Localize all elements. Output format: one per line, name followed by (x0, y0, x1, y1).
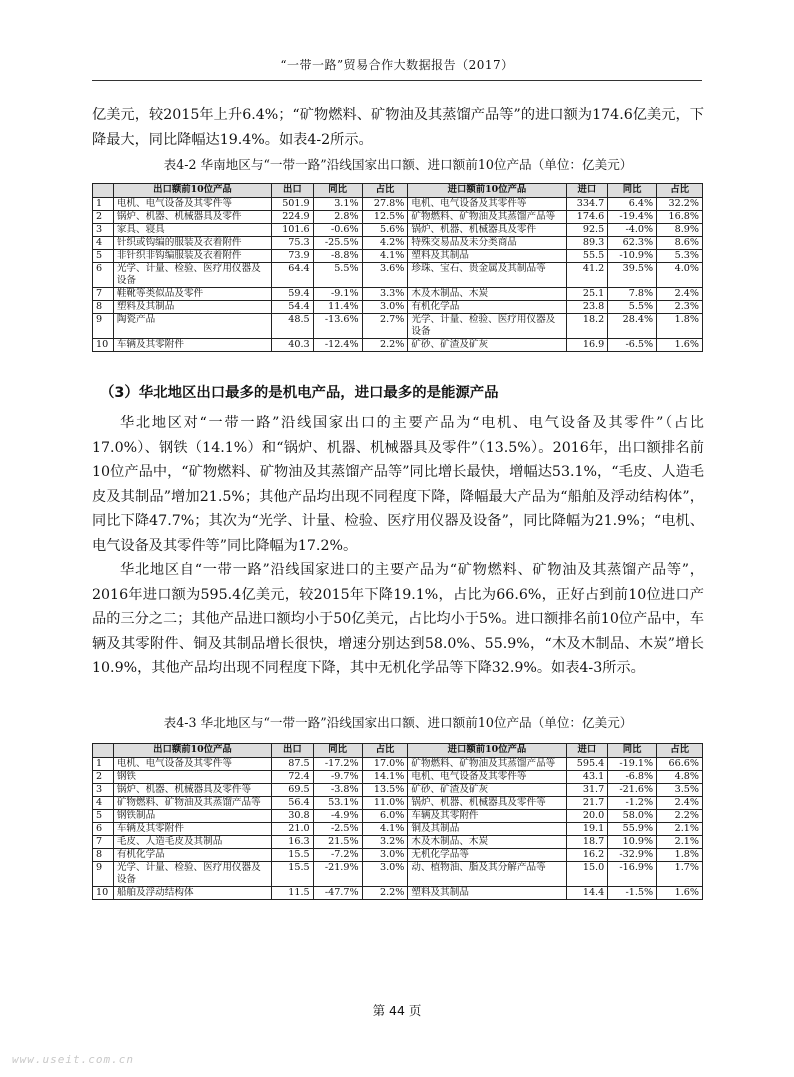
value-cell: 7.8% (608, 288, 657, 301)
value-cell: 1.6% (657, 339, 703, 352)
value-cell: 31.7 (566, 784, 608, 797)
row-index: 4 (93, 237, 114, 250)
table-row (93, 862, 703, 887)
product-name-cell: 矿物燃料、矿物油及其蒸馏产品等 (408, 758, 566, 771)
body-text (92, 411, 704, 681)
column-header: 进口 (566, 744, 608, 758)
value-cell: 66.6% (657, 758, 703, 771)
table-4-3-caption: 表4-3 华北地区与“一带一路”沿线国家出口额、进口额前10位产品（单位：亿美元） (163, 715, 633, 730)
product-name-cell: 钢铁 (113, 771, 271, 784)
table-row (93, 198, 703, 211)
value-cell: 2.2% (657, 810, 703, 823)
value-cell: -9.1% (313, 288, 362, 301)
value-cell: 2.3% (657, 301, 703, 314)
value-cell: 5.3% (657, 250, 703, 263)
row-index: 5 (93, 810, 114, 823)
value-cell: 2.7% (362, 314, 408, 339)
value-cell: -12.4% (313, 339, 362, 352)
value-cell: 27.8% (362, 198, 408, 211)
value-cell: 11.4% (313, 301, 362, 314)
product-name-cell: 矿物燃料、矿物油及其蒸馏产品等 (408, 211, 566, 224)
value-cell: 3.0% (362, 849, 408, 862)
table-row (93, 224, 703, 237)
table-row (93, 263, 703, 288)
product-name-cell: 矿物燃料、矿物油及其蒸馏产品等 (113, 797, 271, 810)
value-cell: -1.2% (608, 797, 657, 810)
value-cell: 40.3 (272, 339, 314, 352)
table-row (93, 314, 703, 339)
row-index: 3 (93, 784, 114, 797)
intro-paragraph: 亿美元，较2015年上升6.4%；“矿物燃料、矿物油及其蒸馏产品等”的进口额为174.6亿美元，下降最大，同比降幅达19.4%。如表4-2所示。 (92, 107, 704, 148)
value-cell: -19.4% (608, 211, 657, 224)
row-index: 5 (93, 250, 114, 263)
value-cell: 55.5 (566, 250, 608, 263)
value-cell: 15.5 (272, 862, 314, 887)
value-cell: 17.0% (362, 758, 408, 771)
product-name-cell: 电机、电气设备及其零件等 (113, 758, 271, 771)
value-cell: 11.0% (362, 797, 408, 810)
product-name-cell: 光学、计量、检验、医疗用仪器及设备 (113, 263, 271, 288)
value-cell: 25.1 (566, 288, 608, 301)
value-cell: 174.6 (566, 211, 608, 224)
value-cell: 16.2 (566, 849, 608, 862)
section-heading: （3）华北地区出口最多的是机电产品，进口最多的是能源产品 (100, 385, 499, 401)
value-cell: 16.3 (272, 836, 314, 849)
value-cell: 14.1% (362, 771, 408, 784)
value-cell: 18.7 (566, 836, 608, 849)
product-name-cell: 家具、寝具 (113, 224, 271, 237)
row-index: 1 (93, 198, 114, 211)
row-index: 6 (93, 823, 114, 836)
value-cell: 11.5 (272, 887, 314, 900)
column-header (93, 744, 114, 758)
value-cell: 4.1% (362, 823, 408, 836)
table-row (93, 849, 703, 862)
value-cell: -3.8% (313, 784, 362, 797)
value-cell: -19.1% (608, 758, 657, 771)
product-name-cell: 无机化学品等 (408, 849, 566, 862)
value-cell: 8.9% (657, 224, 703, 237)
value-cell: -13.6% (313, 314, 362, 339)
value-cell: -0.6% (313, 224, 362, 237)
value-cell: 73.9 (272, 250, 314, 263)
value-cell: -32.9% (608, 849, 657, 862)
table-row (93, 237, 703, 250)
value-cell: 101.6 (272, 224, 314, 237)
row-index: 8 (93, 849, 114, 862)
value-cell: 6.4% (608, 198, 657, 211)
product-name-cell: 非针织非钩编服装及衣着附件 (113, 250, 271, 263)
value-cell: 3.1% (313, 198, 362, 211)
value-cell: -7.2% (313, 849, 362, 862)
product-name-cell: 车辆及其零附件 (113, 339, 271, 352)
row-index: 6 (93, 263, 114, 288)
table-4-2 (92, 183, 703, 352)
product-name-cell: 电机、电气设备及其零件等 (408, 771, 566, 784)
product-name-cell: 塑料及其制品 (408, 887, 566, 900)
value-cell: -1.5% (608, 887, 657, 900)
table-row (93, 771, 703, 784)
table-4-2-caption: 表4-2 华南地区与“一带一路”沿线国家出口额、进口额前10位产品（单位：亿美元） (163, 157, 633, 172)
table-4-3 (92, 743, 703, 900)
value-cell: -6.8% (608, 771, 657, 784)
value-cell: 4.1% (362, 250, 408, 263)
value-cell: 595.4 (566, 758, 608, 771)
value-cell: 58.0% (608, 810, 657, 823)
product-name-cell: 动、植物油、脂及其分解产品等 (408, 862, 566, 887)
value-cell: 4.2% (362, 237, 408, 250)
value-cell: 4.8% (657, 771, 703, 784)
column-header: 出口 (272, 184, 314, 198)
value-cell: 1.7% (657, 862, 703, 887)
value-cell: 92.5 (566, 224, 608, 237)
product-name-cell: 木及木制品、木炭 (408, 836, 566, 849)
value-cell: 41.2 (566, 263, 608, 288)
value-cell: 16.9 (566, 339, 608, 352)
value-cell: 2.2% (362, 339, 408, 352)
value-cell: 15.5 (272, 849, 314, 862)
running-header: “一带一路”贸易合作大数据报告（2017） (280, 58, 514, 72)
value-cell: 1.8% (657, 314, 703, 339)
value-cell: 18.2 (566, 314, 608, 339)
product-name-cell: 船舶及浮动结构体 (113, 887, 271, 900)
value-cell: 4.0% (657, 263, 703, 288)
column-header: 占比 (362, 184, 408, 198)
row-index: 1 (93, 758, 114, 771)
value-cell: -17.2% (313, 758, 362, 771)
value-cell: -4.9% (313, 810, 362, 823)
product-name-cell: 有机化学品 (113, 849, 271, 862)
value-cell: 6.0% (362, 810, 408, 823)
value-cell: 39.5% (608, 263, 657, 288)
row-index: 4 (93, 797, 114, 810)
value-cell: 62.3% (608, 237, 657, 250)
row-index: 2 (93, 771, 114, 784)
row-index: 7 (93, 288, 114, 301)
value-cell: -25.5% (313, 237, 362, 250)
value-cell: 334.7 (566, 198, 608, 211)
table-row (93, 758, 703, 771)
value-cell: 19.1 (566, 823, 608, 836)
table-row (93, 250, 703, 263)
page-number: 第 44 页 (372, 1003, 422, 1018)
value-cell: 54.4 (272, 301, 314, 314)
column-header: 出口额前10位产品 (113, 184, 271, 198)
row-index: 9 (93, 314, 114, 339)
value-cell: 501.9 (272, 198, 314, 211)
product-name-cell: 矿砂、矿渣及矿灰 (408, 339, 566, 352)
value-cell: 224.9 (272, 211, 314, 224)
column-header (93, 184, 114, 198)
value-cell: 1.8% (657, 849, 703, 862)
value-cell: 2.1% (657, 836, 703, 849)
product-name-cell: 针织或钩编的服装及衣着附件 (113, 237, 271, 250)
value-cell: 30.8 (272, 810, 314, 823)
product-name-cell: 珍珠、宝石、贵金属及其制品等 (408, 263, 566, 288)
table-row (93, 784, 703, 797)
column-header: 同比 (608, 184, 657, 198)
value-cell: 55.9% (608, 823, 657, 836)
value-cell: 8.6% (657, 237, 703, 250)
value-cell: 32.2% (657, 198, 703, 211)
product-name-cell: 毛皮、人造毛皮及其制品 (113, 836, 271, 849)
table-row (93, 797, 703, 810)
column-header: 占比 (362, 744, 408, 758)
column-header: 占比 (657, 744, 703, 758)
value-cell: 2.1% (657, 823, 703, 836)
value-cell: 12.5% (362, 211, 408, 224)
value-cell: 5.6% (362, 224, 408, 237)
product-name-cell: 锅炉、机器、机械器具及零件等 (113, 784, 271, 797)
product-name-cell: 特殊交易品及未分类商品 (408, 237, 566, 250)
value-cell: -21.9% (313, 862, 362, 887)
column-header: 同比 (313, 744, 362, 758)
table-row (93, 301, 703, 314)
value-cell: -9.7% (313, 771, 362, 784)
table-row (93, 288, 703, 301)
value-cell: 20.0 (566, 810, 608, 823)
value-cell: 14.4 (566, 887, 608, 900)
value-cell: 89.3 (566, 237, 608, 250)
row-index: 10 (93, 339, 114, 352)
product-name-cell: 有机化学品 (408, 301, 566, 314)
table-header-row (93, 184, 703, 198)
value-cell: 21.5% (313, 836, 362, 849)
value-cell: 21.7 (566, 797, 608, 810)
value-cell: 3.2% (362, 836, 408, 849)
value-cell: 59.4 (272, 288, 314, 301)
column-header: 进口额前10位产品 (408, 184, 566, 198)
table-row (93, 836, 703, 849)
product-name-cell: 塑料及其制品 (113, 301, 271, 314)
value-cell: 10.9% (608, 836, 657, 849)
value-cell: 1.6% (657, 887, 703, 900)
value-cell: 3.6% (362, 263, 408, 288)
column-header: 进口 (566, 184, 608, 198)
table-row (93, 339, 703, 352)
value-cell: 72.4 (272, 771, 314, 784)
row-index: 10 (93, 887, 114, 900)
value-cell: 48.5 (272, 314, 314, 339)
value-cell: 23.8 (566, 301, 608, 314)
value-cell: 2.8% (313, 211, 362, 224)
product-name-cell: 钢铁制品 (113, 810, 271, 823)
value-cell: 43.1 (566, 771, 608, 784)
row-index: 9 (93, 862, 114, 887)
product-name-cell: 木及木制品、木炭 (408, 288, 566, 301)
column-header: 占比 (657, 184, 703, 198)
product-name-cell: 车辆及其零附件 (408, 810, 566, 823)
value-cell: -10.9% (608, 250, 657, 263)
value-cell: -8.8% (313, 250, 362, 263)
value-cell: 16.8% (657, 211, 703, 224)
product-name-cell: 矿砂、矿渣及矿灰 (408, 784, 566, 797)
column-header: 进口额前10位产品 (408, 744, 566, 758)
column-header: 同比 (608, 744, 657, 758)
value-cell: -4.0% (608, 224, 657, 237)
table-row (93, 823, 703, 836)
product-name-cell: 鞋靴等类似品及零件 (113, 288, 271, 301)
product-name-cell: 车辆及其零附件 (113, 823, 271, 836)
product-name-cell: 陶瓷产品 (113, 314, 271, 339)
column-header: 出口额前10位产品 (113, 744, 271, 758)
row-index: 2 (93, 211, 114, 224)
value-cell: 64.4 (272, 263, 314, 288)
value-cell: -6.5% (608, 339, 657, 352)
value-cell: -2.5% (313, 823, 362, 836)
value-cell: 28.4% (608, 314, 657, 339)
value-cell: 3.5% (657, 784, 703, 797)
value-cell: 5.5% (608, 301, 657, 314)
value-cell: -16.9% (608, 862, 657, 887)
value-cell: 3.0% (362, 862, 408, 887)
value-cell: 2.4% (657, 288, 703, 301)
product-name-cell: 铜及其制品 (408, 823, 566, 836)
import-paragraph: 华北地区自“一带一路”沿线国家进口的主要产品为“矿物燃料、矿物油及其蒸馏产品等”，2016年进口额为595.4亿美元，较2015年下降19.1%，占比为66.6%，正好占到前10位进口产品的三分之二；其他产品进口额均小于50亿美元，占比均小于5%。进口额排名前10位产品中，车辆及其零附件、铜及其制品增长很快，增速分别达到58.0%、55.9%，“木及木制品、木炭”增长10.9%，其他产品均出现不同程度下降，其中无机化学品等下降32.9%。如表4-3所示。 (92, 562, 704, 676)
value-cell: 75.3 (272, 237, 314, 250)
value-cell: 53.1% (313, 797, 362, 810)
product-name-cell: 电机、电气设备及其零件等 (113, 198, 271, 211)
value-cell: -47.7% (313, 887, 362, 900)
row-index: 8 (93, 301, 114, 314)
value-cell: 69.5 (272, 784, 314, 797)
value-cell: 13.5% (362, 784, 408, 797)
row-index: 3 (93, 224, 114, 237)
table-row (93, 887, 703, 900)
export-paragraph: 华北地区对“一带一路”沿线国家出口的主要产品为“电机、电气设备及其零件”（占比17.0%）、钢铁（14.1%）和“锅炉、机器、机械器具及零件”（13.5%）。2016年，出口额排名前10位产品中，“矿物燃料、矿物油及其蒸馏产品等”同比增长最快，增幅达53.1%，“毛皮、人造毛皮及其制品”增加21.5%；其他产品均出现不同程度下降，降幅最大产品为“船舶及浮动结构体”，同比下降47.7%；其次为“光学、计量、检验、医疗用仪器及设备”，同比降幅为21.9%；“电机、电气设备及其零件等”同比降幅为17.2%。 (92, 415, 704, 554)
table-row (93, 810, 703, 823)
product-name-cell: 锅炉、机器、机械器具及零件等 (408, 797, 566, 810)
value-cell: 3.3% (362, 288, 408, 301)
table-row (93, 211, 703, 224)
product-name-cell: 光学、计量、检验、医疗用仪器及设备 (408, 314, 566, 339)
value-cell: 2.2% (362, 887, 408, 900)
product-name-cell: 光学、计量、检验、医疗用仪器及设备 (113, 862, 271, 887)
value-cell: 5.5% (313, 263, 362, 288)
value-cell: 2.4% (657, 797, 703, 810)
value-cell: 3.0% (362, 301, 408, 314)
column-header: 同比 (313, 184, 362, 198)
value-cell: 56.4 (272, 797, 314, 810)
product-name-cell: 电机、电气设备及其零件等 (408, 198, 566, 211)
value-cell: 15.0 (566, 862, 608, 887)
product-name-cell: 塑料及其制品 (408, 250, 566, 263)
product-name-cell: 锅炉、机器、机械器具及零件 (113, 211, 271, 224)
column-header: 出口 (272, 744, 314, 758)
value-cell: -21.6% (608, 784, 657, 797)
header-divider (92, 80, 702, 81)
table-header-row (93, 744, 703, 758)
value-cell: 21.0 (272, 823, 314, 836)
site-watermark: www.useit.com.cn (12, 1053, 134, 1066)
product-name-cell: 锅炉、机器、机械器具及零件 (408, 224, 566, 237)
row-index: 7 (93, 836, 114, 849)
value-cell: 87.5 (272, 758, 314, 771)
